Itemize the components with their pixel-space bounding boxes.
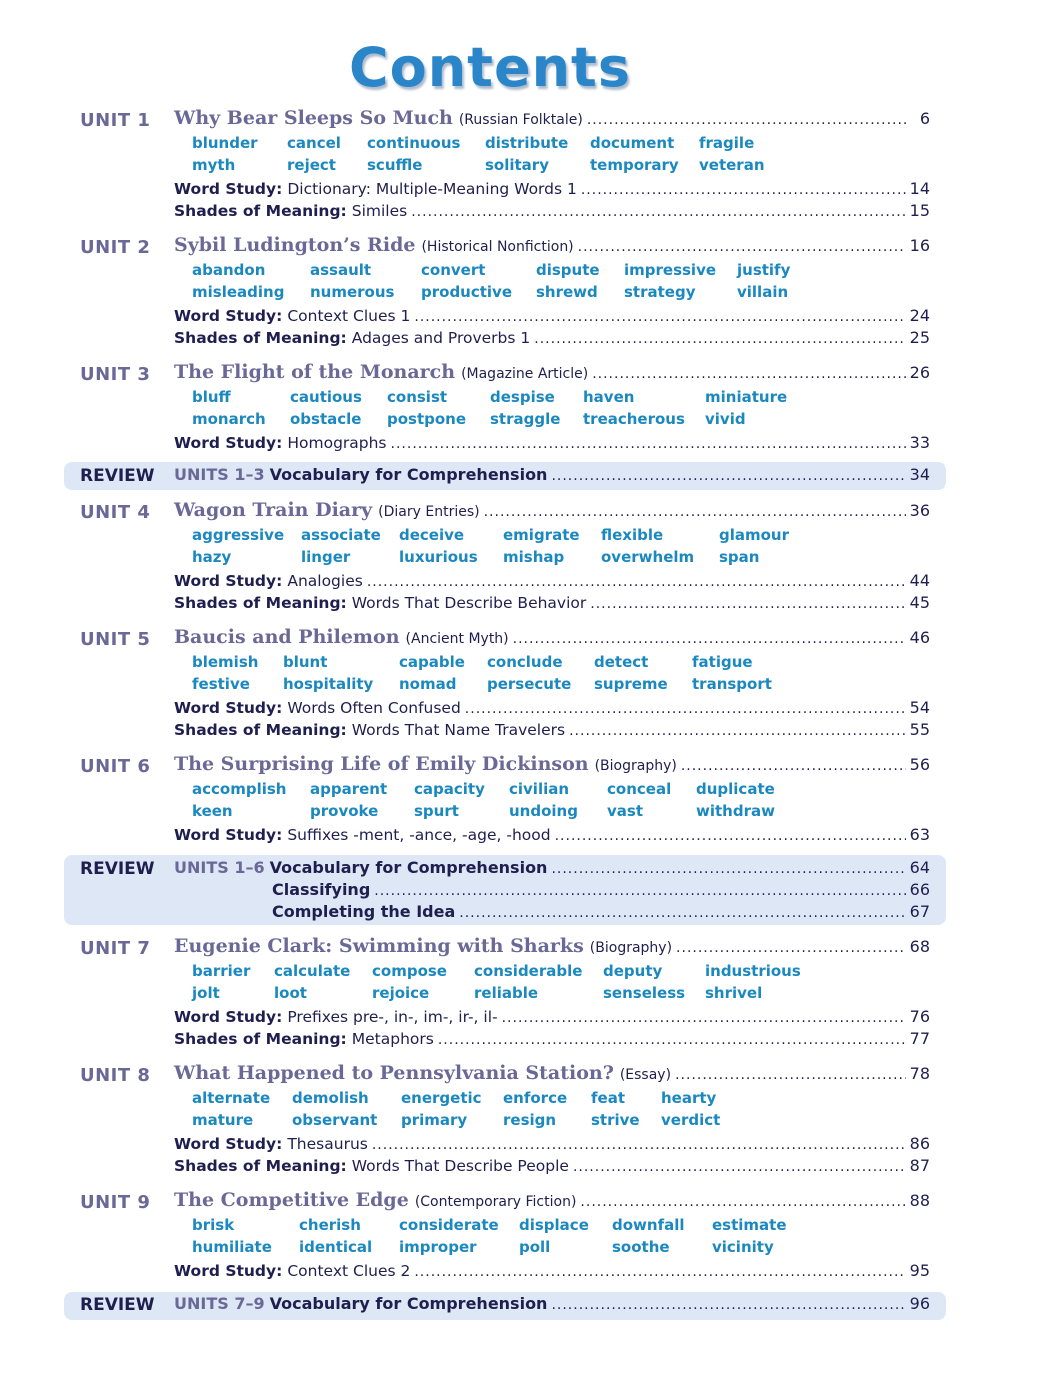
vocab-word: linger bbox=[301, 548, 351, 566]
review-item-title: Vocabulary for Comprehension bbox=[269, 858, 548, 877]
vocab-word: transport bbox=[692, 675, 772, 693]
vocab-word: aggressive bbox=[192, 526, 285, 544]
vocab-word: industrious bbox=[705, 962, 801, 980]
vocab-word: emigrate bbox=[503, 526, 580, 544]
unit-label: UNIT 1 bbox=[80, 110, 151, 131]
dot-leader bbox=[587, 112, 906, 128]
story-title[interactable]: The Competitive Edge bbox=[174, 1189, 409, 1211]
page-number: 76 bbox=[909, 1007, 930, 1026]
dot-leader bbox=[676, 940, 906, 956]
vocab-word: hazy bbox=[192, 548, 232, 566]
story-row[interactable] bbox=[174, 753, 930, 775]
review-item-title: Vocabulary for Comprehension bbox=[269, 1294, 548, 1313]
review-item-title: Completing the Idea bbox=[272, 902, 456, 921]
dot-leader bbox=[414, 1264, 905, 1280]
word-study-topic: Context Clues 1 bbox=[287, 307, 411, 325]
vocab-word: observant bbox=[292, 1111, 378, 1129]
page-number: 14 bbox=[909, 179, 930, 198]
vocab-word: fatigue bbox=[692, 653, 753, 671]
word-study-label: Word Study: bbox=[174, 572, 283, 590]
story-title[interactable]: What Happened to Pennsylvania Station? bbox=[174, 1062, 614, 1084]
story-row[interactable] bbox=[174, 499, 930, 521]
page-number: 67 bbox=[909, 902, 930, 921]
page-number: 64 bbox=[909, 858, 930, 877]
vocab-word: deceive bbox=[399, 526, 465, 544]
vocab-word: bluff bbox=[192, 388, 231, 406]
vocab-word: consist bbox=[387, 388, 448, 406]
dot-leader bbox=[372, 1137, 906, 1153]
shades-topic: Metaphors bbox=[351, 1030, 434, 1048]
word-study-row[interactable] bbox=[174, 698, 930, 717]
page-number: 25 bbox=[909, 328, 930, 347]
vocab-word: treacherous bbox=[583, 410, 685, 428]
vocab-word: vast bbox=[607, 802, 643, 820]
vocab-word: loot bbox=[274, 984, 307, 1002]
dot-leader bbox=[581, 182, 906, 198]
vocab-word: monarch bbox=[192, 410, 266, 428]
word-study-label: Word Study: bbox=[174, 434, 283, 452]
vocab-word: abandon bbox=[192, 261, 266, 279]
vocab-word: hospitality bbox=[283, 675, 374, 693]
vocab-word: hearty bbox=[661, 1089, 717, 1107]
shades-of-meaning-row[interactable] bbox=[174, 720, 930, 739]
review-item-title: Vocabulary for Comprehension bbox=[269, 465, 548, 484]
vocab-word: temporary bbox=[590, 156, 679, 174]
vocab-word: strive bbox=[591, 1111, 640, 1129]
shades-label: Shades of Meaning: bbox=[174, 1157, 347, 1175]
vocab-word: capacity bbox=[414, 780, 485, 798]
vocab-word: jolt bbox=[192, 984, 220, 1002]
vocab-word: senseless bbox=[603, 984, 686, 1002]
vocab-word: apparent bbox=[310, 780, 388, 798]
page-number: 96 bbox=[909, 1294, 930, 1313]
page-number: 78 bbox=[909, 1064, 930, 1083]
vocab-word: scuffle bbox=[367, 156, 423, 174]
vocab-word: barrier bbox=[192, 962, 251, 980]
vocab-word: blunt bbox=[283, 653, 328, 671]
dot-leader bbox=[551, 1297, 905, 1313]
shades-of-meaning-row[interactable] bbox=[174, 1029, 930, 1048]
vocab-word: strategy bbox=[624, 283, 696, 301]
page-number: 88 bbox=[909, 1191, 930, 1210]
vocab-word: cautious bbox=[290, 388, 362, 406]
word-study-topic: Prefixes pre-, in-, im-, ir-, il- bbox=[287, 1008, 498, 1026]
dot-leader bbox=[465, 701, 906, 717]
review-label: REVIEW bbox=[80, 859, 155, 879]
vocab-word: displace bbox=[519, 1216, 589, 1234]
unit-label: UNIT 9 bbox=[80, 1192, 151, 1213]
vocab-word: straggle bbox=[490, 410, 561, 428]
dot-leader bbox=[555, 828, 906, 844]
vocab-word: assault bbox=[310, 261, 372, 279]
vocab-word: provoke bbox=[310, 802, 379, 820]
dot-leader bbox=[411, 204, 905, 220]
vocab-word: calculate bbox=[274, 962, 351, 980]
vocab-word: downfall bbox=[612, 1216, 685, 1234]
page-number: 33 bbox=[909, 433, 930, 452]
unit-label: UNIT 3 bbox=[80, 364, 151, 385]
word-study-label: Word Study: bbox=[174, 1262, 283, 1280]
page-number: 87 bbox=[909, 1156, 930, 1175]
page-number: 56 bbox=[909, 755, 930, 774]
dot-leader bbox=[675, 1067, 906, 1083]
page-number: 24 bbox=[909, 306, 930, 325]
vocab-word: humiliate bbox=[192, 1238, 272, 1256]
vocab-word: brisk bbox=[192, 1216, 235, 1234]
dot-leader bbox=[681, 758, 906, 774]
unit-label: UNIT 7 bbox=[80, 938, 151, 959]
vocab-word: villain bbox=[737, 283, 789, 301]
unit-label: UNIT 8 bbox=[80, 1065, 151, 1086]
page-number: 26 bbox=[909, 363, 930, 382]
vocab-word: compose bbox=[372, 962, 447, 980]
vocab-word: persecute bbox=[487, 675, 572, 693]
dot-leader bbox=[513, 631, 906, 647]
vocab-word: flexible bbox=[601, 526, 664, 544]
page-number: 16 bbox=[909, 236, 930, 255]
word-study-topic: Words Often Confused bbox=[287, 699, 461, 717]
review-item[interactable] bbox=[174, 880, 930, 899]
shades-label: Shades of Meaning: bbox=[174, 202, 347, 220]
story-row[interactable] bbox=[174, 626, 930, 648]
vocab-word: supreme bbox=[594, 675, 668, 693]
story-title[interactable]: Baucis and Philemon bbox=[174, 626, 400, 648]
vocab-word: vicinity bbox=[712, 1238, 774, 1256]
story-genre: (Magazine Article) bbox=[461, 366, 589, 382]
dot-leader bbox=[569, 723, 906, 739]
vocab-word: poll bbox=[519, 1238, 551, 1256]
vocab-word: cherish bbox=[299, 1216, 361, 1234]
dot-leader bbox=[580, 1194, 905, 1210]
review-item-title: Classifying bbox=[272, 880, 371, 899]
vocab-word: mature bbox=[192, 1111, 254, 1129]
vocab-word: associate bbox=[301, 526, 381, 544]
shades-topic: Adages and Proverbs 1 bbox=[351, 329, 531, 347]
vocab-word: glamour bbox=[719, 526, 790, 544]
page-number: 45 bbox=[909, 593, 930, 612]
page-number: 6 bbox=[919, 109, 930, 128]
page-number: 68 bbox=[909, 937, 930, 956]
dot-leader bbox=[414, 309, 905, 325]
vocab-word: document bbox=[590, 134, 675, 152]
dot-leader bbox=[551, 861, 905, 877]
story-genre: (Ancient Myth) bbox=[405, 631, 509, 647]
vocab-word: alternate bbox=[192, 1089, 271, 1107]
word-study-label: Word Study: bbox=[174, 180, 283, 198]
vocab-word: veteran bbox=[699, 156, 765, 174]
shades-topic: Words That Name Travelers bbox=[351, 721, 566, 739]
story-genre: (Russian Folktale) bbox=[458, 112, 583, 128]
page-number: 34 bbox=[909, 465, 930, 484]
page-number: 44 bbox=[909, 571, 930, 590]
review-label: REVIEW bbox=[80, 1295, 155, 1315]
vocab-word: keen bbox=[192, 802, 233, 820]
vocab-word: shrivel bbox=[705, 984, 763, 1002]
word-study-label: Word Study: bbox=[174, 307, 283, 325]
vocab-word: soothe bbox=[612, 1238, 670, 1256]
shades-topic: Words That Describe People bbox=[351, 1157, 569, 1175]
vocab-word: continuous bbox=[367, 134, 461, 152]
story-title[interactable]: The Flight of the Monarch bbox=[174, 361, 456, 383]
vocab-word: numerous bbox=[310, 283, 395, 301]
shades-label: Shades of Meaning: bbox=[174, 594, 347, 612]
vocab-word: identical bbox=[299, 1238, 373, 1256]
word-study-row[interactable] bbox=[174, 1134, 930, 1153]
vocab-word: miniature bbox=[705, 388, 788, 406]
vocab-word: verdict bbox=[661, 1111, 721, 1129]
vocab-word: primary bbox=[401, 1111, 468, 1129]
review-units-range: UNITS 1–3 bbox=[174, 465, 265, 484]
unit-label: UNIT 2 bbox=[80, 237, 151, 258]
dot-leader bbox=[502, 1010, 906, 1026]
word-study-row[interactable] bbox=[174, 571, 930, 590]
word-study-topic: Thesaurus bbox=[287, 1135, 368, 1153]
word-study-topic: Analogies bbox=[287, 572, 363, 590]
vocab-word: dispute bbox=[536, 261, 600, 279]
vocab-word: conceal bbox=[607, 780, 672, 798]
page-number: 36 bbox=[909, 501, 930, 520]
dot-leader bbox=[374, 883, 905, 899]
review-item[interactable] bbox=[174, 1294, 930, 1313]
vocab-word: postpone bbox=[387, 410, 467, 428]
vocab-word: reliable bbox=[474, 984, 539, 1002]
story-genre: (Essay) bbox=[619, 1067, 672, 1083]
vocab-word: estimate bbox=[712, 1216, 787, 1234]
page-number: 46 bbox=[909, 628, 930, 647]
vocab-word: blunder bbox=[192, 134, 258, 152]
review-units-range: UNITS 1–6 bbox=[174, 858, 265, 877]
vocab-word: considerable bbox=[474, 962, 583, 980]
vocab-word: rejoice bbox=[372, 984, 430, 1002]
page-number: 54 bbox=[909, 698, 930, 717]
review-label: REVIEW bbox=[80, 466, 155, 486]
story-row[interactable] bbox=[174, 234, 930, 256]
vocab-word: mishap bbox=[503, 548, 565, 566]
word-study-row[interactable] bbox=[174, 433, 930, 452]
story-row[interactable] bbox=[174, 361, 930, 383]
vocab-word: distribute bbox=[485, 134, 569, 152]
word-study-label: Word Study: bbox=[174, 1008, 283, 1026]
review-units-range: UNITS 7–9 bbox=[174, 1294, 265, 1313]
story-genre: (Historical Nonfiction) bbox=[421, 239, 574, 255]
dot-leader bbox=[391, 436, 906, 452]
page-number: 86 bbox=[909, 1134, 930, 1153]
shades-label: Shades of Meaning: bbox=[174, 329, 347, 347]
story-row[interactable] bbox=[174, 107, 930, 129]
unit-label: UNIT 4 bbox=[80, 502, 151, 523]
review-item[interactable] bbox=[174, 858, 930, 877]
vocab-word: shrewd bbox=[536, 283, 598, 301]
vocab-word: considerate bbox=[399, 1216, 499, 1234]
story-genre: (Contemporary Fiction) bbox=[414, 1194, 577, 1210]
vocab-word: festive bbox=[192, 675, 250, 693]
shades-label: Shades of Meaning: bbox=[174, 1030, 347, 1048]
story-title[interactable]: Eugenie Clark: Swimming with Sharks bbox=[174, 935, 584, 957]
vocab-word: improper bbox=[399, 1238, 477, 1256]
word-study-row[interactable] bbox=[174, 1007, 930, 1026]
word-study-topic: Suffixes -ment, -ance, -age, -hood bbox=[287, 826, 551, 844]
word-study-topic: Homographs bbox=[287, 434, 387, 452]
shades-topic: Similes bbox=[351, 202, 408, 220]
vocab-word: conclude bbox=[487, 653, 563, 671]
dot-leader bbox=[534, 331, 905, 347]
shades-of-meaning-row[interactable] bbox=[174, 593, 930, 612]
story-genre: (Biography) bbox=[594, 758, 677, 774]
word-study-label: Word Study: bbox=[174, 1135, 283, 1153]
vocab-word: vivid bbox=[705, 410, 746, 428]
vocab-word: justify bbox=[737, 261, 791, 279]
vocab-word: resign bbox=[503, 1111, 557, 1129]
vocab-word: span bbox=[719, 548, 760, 566]
dot-leader bbox=[438, 1032, 906, 1048]
vocab-word: reject bbox=[287, 156, 336, 174]
vocab-word: solitary bbox=[485, 156, 549, 174]
shades-of-meaning-row[interactable] bbox=[174, 201, 930, 220]
dot-leader bbox=[459, 905, 905, 921]
vocab-word: obstacle bbox=[290, 410, 362, 428]
review-item[interactable] bbox=[174, 465, 930, 484]
vocab-word: cancel bbox=[287, 134, 341, 152]
dot-leader bbox=[551, 468, 905, 484]
dot-leader bbox=[484, 504, 906, 520]
story-title[interactable]: Why Bear Sleeps So Much bbox=[174, 107, 453, 129]
page-number: 63 bbox=[909, 825, 930, 844]
word-study-row[interactable] bbox=[174, 825, 930, 844]
vocab-word: capable bbox=[399, 653, 465, 671]
story-row[interactable] bbox=[174, 1062, 930, 1084]
vocab-word: deputy bbox=[603, 962, 663, 980]
vocab-word: withdraw bbox=[696, 802, 775, 820]
vocab-word: spurt bbox=[414, 802, 459, 820]
page-number: 15 bbox=[909, 201, 930, 220]
shades-label: Shades of Meaning: bbox=[174, 721, 347, 739]
dot-leader bbox=[592, 366, 905, 382]
page-number: 66 bbox=[909, 880, 930, 899]
vocab-word: energetic bbox=[401, 1089, 482, 1107]
dot-leader bbox=[590, 596, 905, 612]
word-study-label: Word Study: bbox=[174, 699, 283, 717]
word-study-label: Word Study: bbox=[174, 826, 283, 844]
story-row[interactable] bbox=[174, 1189, 930, 1211]
page-number: 55 bbox=[909, 720, 930, 739]
vocab-word: impressive bbox=[624, 261, 717, 279]
word-study-row[interactable] bbox=[174, 1261, 930, 1280]
unit-label: UNIT 5 bbox=[80, 629, 151, 650]
story-title[interactable]: Sybil Ludington’s Ride bbox=[174, 234, 416, 256]
vocab-word: fragile bbox=[699, 134, 755, 152]
vocab-word: blemish bbox=[192, 653, 259, 671]
vocab-word: myth bbox=[192, 156, 236, 174]
dot-leader bbox=[367, 574, 906, 590]
word-study-row[interactable] bbox=[174, 306, 930, 325]
dot-leader bbox=[573, 1159, 906, 1175]
shades-of-meaning-row[interactable] bbox=[174, 328, 930, 347]
story-title[interactable]: Wagon Train Diary bbox=[174, 499, 373, 521]
unit-label: UNIT 6 bbox=[80, 756, 151, 777]
word-study-row[interactable] bbox=[174, 179, 930, 198]
vocab-word: convert bbox=[421, 261, 486, 279]
vocab-word: luxurious bbox=[399, 548, 478, 566]
story-genre: (Diary Entries) bbox=[378, 504, 480, 520]
vocab-word: misleading bbox=[192, 283, 285, 301]
story-row[interactable] bbox=[174, 935, 930, 957]
vocab-word: nomad bbox=[399, 675, 457, 693]
shades-of-meaning-row[interactable] bbox=[174, 1156, 930, 1175]
vocab-word: productive bbox=[421, 283, 513, 301]
vocab-word: civilian bbox=[509, 780, 570, 798]
word-study-topic: Dictionary: Multiple-Meaning Words 1 bbox=[287, 180, 577, 198]
vocab-word: feat bbox=[591, 1089, 625, 1107]
dot-leader bbox=[578, 239, 906, 255]
vocab-word: haven bbox=[583, 388, 635, 406]
vocab-word: demolish bbox=[292, 1089, 369, 1107]
vocab-word: overwhelm bbox=[601, 548, 695, 566]
page-title: Contents bbox=[348, 36, 631, 99]
word-study-topic: Context Clues 2 bbox=[287, 1262, 411, 1280]
page-number: 95 bbox=[909, 1261, 930, 1280]
vocab-word: enforce bbox=[503, 1089, 568, 1107]
page-number: 77 bbox=[909, 1029, 930, 1048]
vocab-word: despise bbox=[490, 388, 555, 406]
review-item[interactable] bbox=[174, 902, 930, 921]
vocab-word: undoing bbox=[509, 802, 578, 820]
shades-topic: Words That Describe Behavior bbox=[351, 594, 587, 612]
story-title[interactable]: The Surprising Life of Emily Dickinson bbox=[174, 753, 589, 775]
vocab-word: accomplish bbox=[192, 780, 287, 798]
story-genre: (Biography) bbox=[589, 940, 673, 956]
vocab-word: duplicate bbox=[696, 780, 775, 798]
vocab-word: detect bbox=[594, 653, 649, 671]
